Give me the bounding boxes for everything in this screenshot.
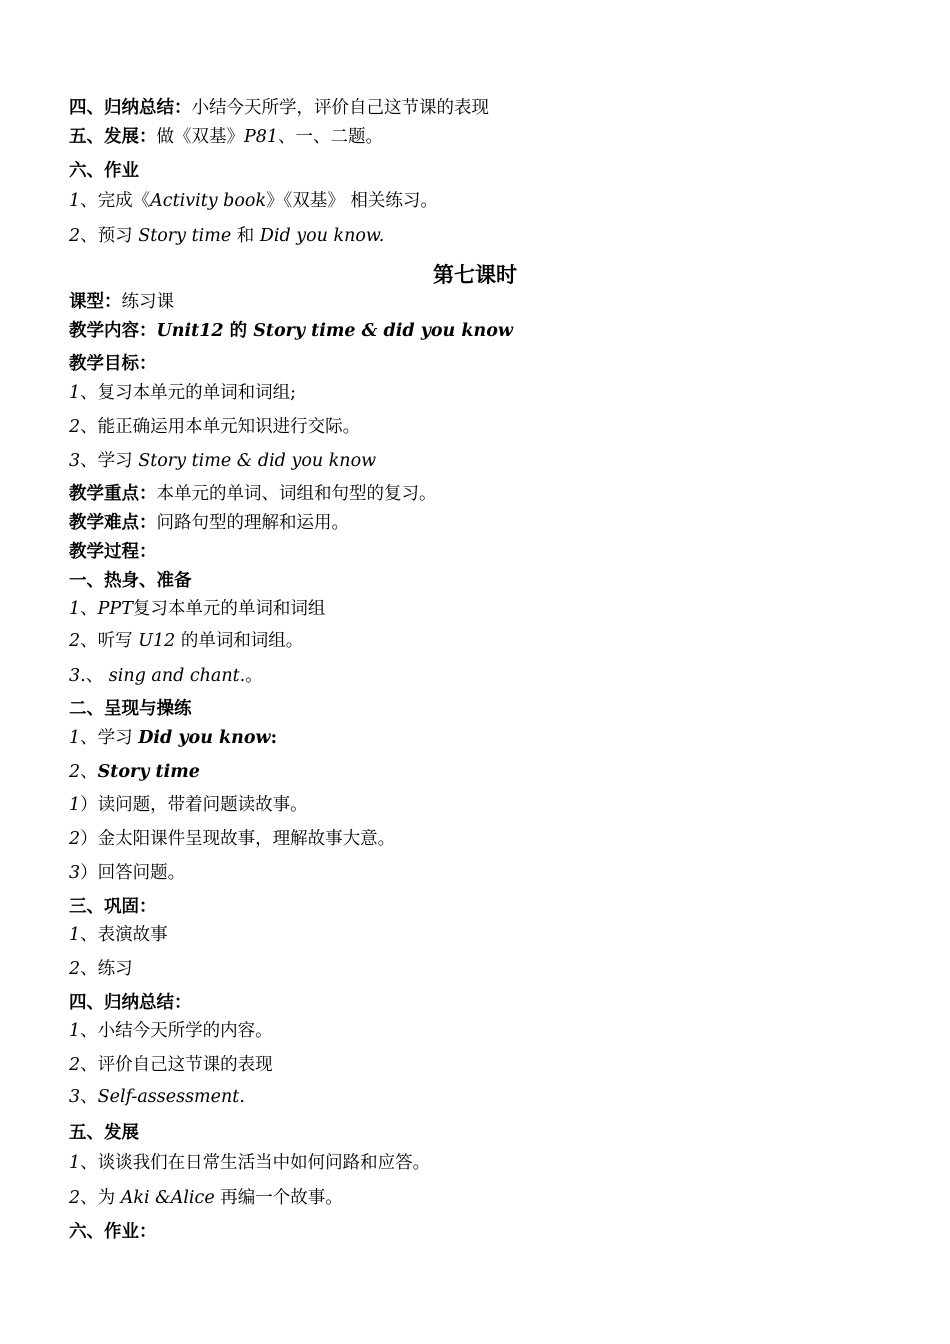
item-text: 、学习	[80, 728, 139, 748]
item-number: 3	[69, 1087, 81, 1107]
summary-line	[69, 96, 489, 120]
consolidate-item	[69, 957, 133, 981]
lesson-type-line	[69, 290, 174, 314]
item-english: Did you know	[138, 728, 271, 748]
item-number: 3	[69, 863, 81, 883]
goals-heading: 教学目标：	[69, 354, 157, 374]
item-text: :	[270, 728, 278, 748]
goal-item	[69, 415, 360, 439]
item-text: 、表演故事	[80, 925, 168, 945]
summary-item	[69, 1053, 273, 1077]
item-text: 和	[231, 226, 260, 246]
item-number: 2	[69, 959, 81, 979]
consolidate-item	[69, 923, 168, 947]
item-text: ）回答问题。	[80, 863, 186, 883]
summary-text: 小结今天所学，评价自己这节课的表现	[191, 98, 489, 118]
present-heading: 二、呈现与操练	[69, 699, 192, 719]
item-english: Did you know.	[259, 226, 385, 246]
warmup-heading: 一、热身、准备	[69, 571, 192, 591]
process-heading: 教学过程：	[69, 542, 157, 562]
warmup-item	[69, 597, 325, 621]
develop-item	[69, 1151, 430, 1175]
lesson-content-value: Story time & did you know	[253, 321, 513, 341]
item-english: Story time	[97, 762, 200, 782]
item-text: 、	[80, 1087, 98, 1107]
item-english: Aki &Alice	[120, 1188, 215, 1208]
item-text: 、预习	[80, 226, 139, 246]
item-number: 1	[69, 728, 81, 748]
item-number: 2	[69, 631, 81, 651]
item-text: 的单词和词组。	[175, 631, 304, 651]
goal-item	[69, 381, 296, 405]
item-english: PPT	[97, 599, 133, 619]
key-point-line	[69, 482, 437, 506]
difficulty-label: 教学难点：	[69, 513, 157, 533]
item-text: 、小结今天所学的内容。	[80, 1021, 273, 1041]
present-sub-item	[69, 827, 395, 851]
item-text: ）金太阳课件呈现故事，理解故事大意。	[80, 829, 396, 849]
item-number: 1	[69, 1021, 81, 1041]
homework-item	[69, 224, 384, 248]
lesson-content-mid: 的	[223, 321, 254, 341]
item-number: 2	[69, 762, 81, 782]
item-number: 1	[69, 599, 81, 619]
summary-heading: 四、归纳总结：	[69, 993, 192, 1013]
item-text: ）读问题，带着问题读故事。	[80, 795, 308, 815]
item-text: 、评价自己这节课的表现	[80, 1055, 273, 1075]
present-sub-item	[69, 793, 308, 817]
item-text: 。	[245, 666, 263, 686]
develop-item	[69, 1186, 343, 1210]
develop-text-post: 、一、二题。	[278, 127, 384, 147]
summary-item	[69, 1085, 245, 1109]
lesson-content-label: 教学内容：	[69, 321, 157, 341]
item-number: 1	[69, 925, 81, 945]
homework-item	[69, 189, 438, 213]
homework-heading: 六、作业	[69, 161, 139, 181]
develop-page-ref: P81	[244, 127, 279, 147]
item-text: 、复习本单元的单词和词组;	[80, 383, 297, 403]
item-number: 2	[69, 829, 81, 849]
item-text: 、	[80, 599, 98, 619]
item-number: 2	[69, 1055, 81, 1075]
lesson-type-label: 课型：	[69, 292, 122, 312]
item-number: 1	[69, 383, 81, 403]
item-text: 复习本单元的单词和词组	[132, 599, 326, 619]
develop-text-pre: 做《双基》	[156, 127, 244, 147]
item-number: 2	[69, 417, 81, 437]
key-point-value: 本单元的单词、词组和句型的复习。	[156, 484, 437, 504]
item-english: sing and chant.	[108, 666, 246, 686]
consolidate-heading: 三、巩固：	[69, 897, 157, 917]
develop-heading: 五、发展	[69, 1123, 139, 1143]
key-point-label: 教学重点：	[69, 484, 157, 504]
item-english: Activity book	[150, 191, 267, 211]
lesson-title: 第七课时	[433, 262, 517, 287]
difficulty-value: 问路句型的理解和运用。	[156, 513, 349, 533]
item-text: 再编一个故事。	[214, 1188, 343, 1208]
item-text: 》《双基》 相关练习。	[266, 191, 438, 211]
present-item	[69, 726, 277, 750]
item-text: 、完成《	[80, 191, 151, 211]
item-text: .、	[80, 666, 109, 686]
lesson-type-value: 练习课	[121, 292, 174, 312]
item-number: 1	[69, 191, 81, 211]
item-number: 3	[69, 451, 81, 471]
item-text: 、为	[80, 1188, 121, 1208]
item-text: 、谈谈我们在日常生活当中如何问路和应答。	[80, 1153, 431, 1173]
summary-item	[69, 1019, 273, 1043]
item-text: 、练习	[80, 959, 133, 979]
warmup-item	[69, 629, 303, 653]
goal-item	[69, 449, 376, 473]
lesson-content-unit: Unit12	[156, 321, 224, 341]
item-english: U12	[138, 631, 176, 651]
item-number: 1	[69, 1153, 81, 1173]
item-text: 、	[80, 762, 98, 782]
warmup-item	[69, 664, 263, 688]
develop-line	[69, 125, 383, 149]
item-number: 3	[69, 666, 81, 686]
item-text: 、学习	[80, 451, 139, 471]
item-text: 、能正确运用本单元知识进行交际。	[80, 417, 361, 437]
develop-label: 五、发展：	[69, 127, 157, 147]
item-number: 2	[69, 1188, 81, 1208]
item-number: 2	[69, 226, 81, 246]
homework-heading: 六、作业：	[69, 1222, 157, 1242]
summary-label: 四、归纳总结：	[69, 98, 192, 118]
item-english: Story time	[138, 226, 232, 246]
difficulty-line	[69, 511, 349, 535]
item-english: Story time & did you know	[138, 451, 377, 471]
present-item	[69, 760, 200, 784]
item-english: Self-assessment.	[97, 1087, 245, 1107]
present-sub-item	[69, 861, 185, 885]
item-text: 、听写	[80, 631, 139, 651]
item-number: 1	[69, 795, 81, 815]
lesson-content-line	[69, 319, 513, 343]
